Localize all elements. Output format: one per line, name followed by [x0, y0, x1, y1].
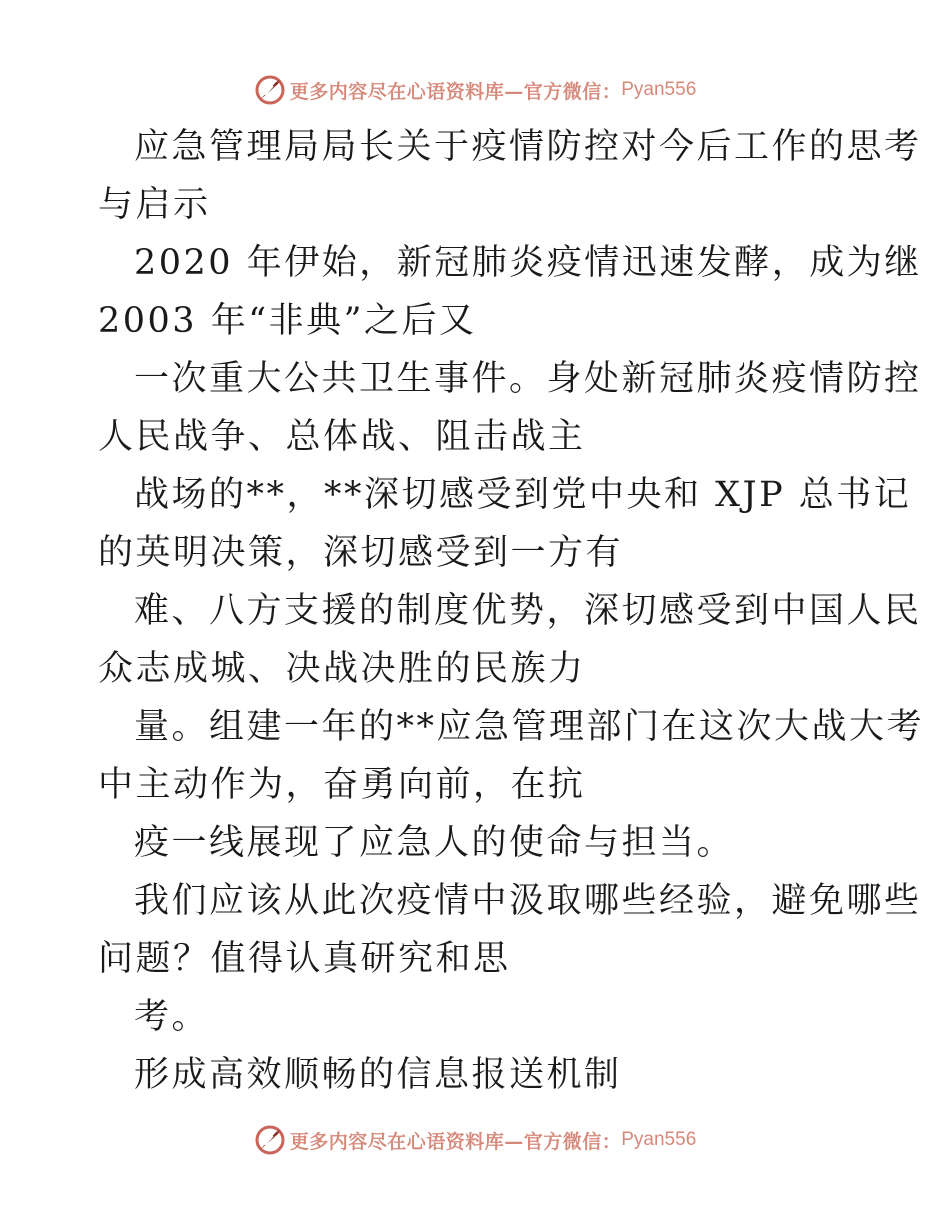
title-line-2: 与启示: [98, 185, 211, 225]
section-heading: 形成高效顺畅的信息报送机制: [134, 1055, 622, 1095]
document-body: [98, 118, 925, 1104]
paragraph-1-line-1: 2020 年伊始，新冠肺炎疫情迅速发酵，成为继: [134, 243, 922, 283]
paragraph-4-line-2: 众志成城、决战决胜的民族力: [98, 649, 586, 689]
watermark-handle: Pyan556: [621, 79, 697, 100]
paragraph-5-line-2: 中主动作为，奋勇向前，在抗: [98, 765, 586, 805]
paragraph-7-line-1: 我们应该从此次疫情中汲取哪些经验，避免哪些: [134, 881, 922, 921]
paragraph-4-line-1: 难、八方支援的制度优势，深切感受到中国人民: [134, 591, 922, 631]
watermark-handle: Pyan556: [621, 1129, 697, 1150]
quill-logo-icon: [254, 1124, 286, 1156]
paragraph-5-line-1: 量。组建一年的**应急管理部门在这次大战大考: [134, 707, 925, 747]
watermark-text: 更多内容尽在心语资料库—官方微信：: [289, 80, 622, 103]
paragraph-1-line-2: 2003 年“非典”之后又: [98, 301, 477, 341]
paragraph-8-line-1: 考。: [134, 997, 210, 1037]
header-watermark: [0, 70, 950, 110]
watermark-text: 更多内容尽在心语资料库—官方微信：: [289, 1130, 622, 1153]
paragraph-3-line-2: 的英明决策，深切感受到一方有: [98, 533, 624, 573]
title-line-1: 应急管理局局长关于疫情防控对今后工作的思考: [134, 127, 922, 167]
paragraph-6-line-1: 疫一线展现了应急人的使命与担当。: [134, 823, 735, 863]
footer-watermark: [0, 1120, 950, 1160]
paragraph-3-line-1: 战场的**，**深切感受到党中央和 XJP 总书记: [134, 475, 912, 515]
paragraph-2-line-2: 人民战争、总体战、阻击战主: [98, 417, 586, 457]
paragraph-2-line-1: 一次重大公共卫生事件。身处新冠肺炎疫情防控: [134, 359, 922, 399]
quill-logo-icon: [254, 74, 286, 106]
paragraph-7-line-2: 问题？值得认真研究和思: [98, 939, 511, 979]
